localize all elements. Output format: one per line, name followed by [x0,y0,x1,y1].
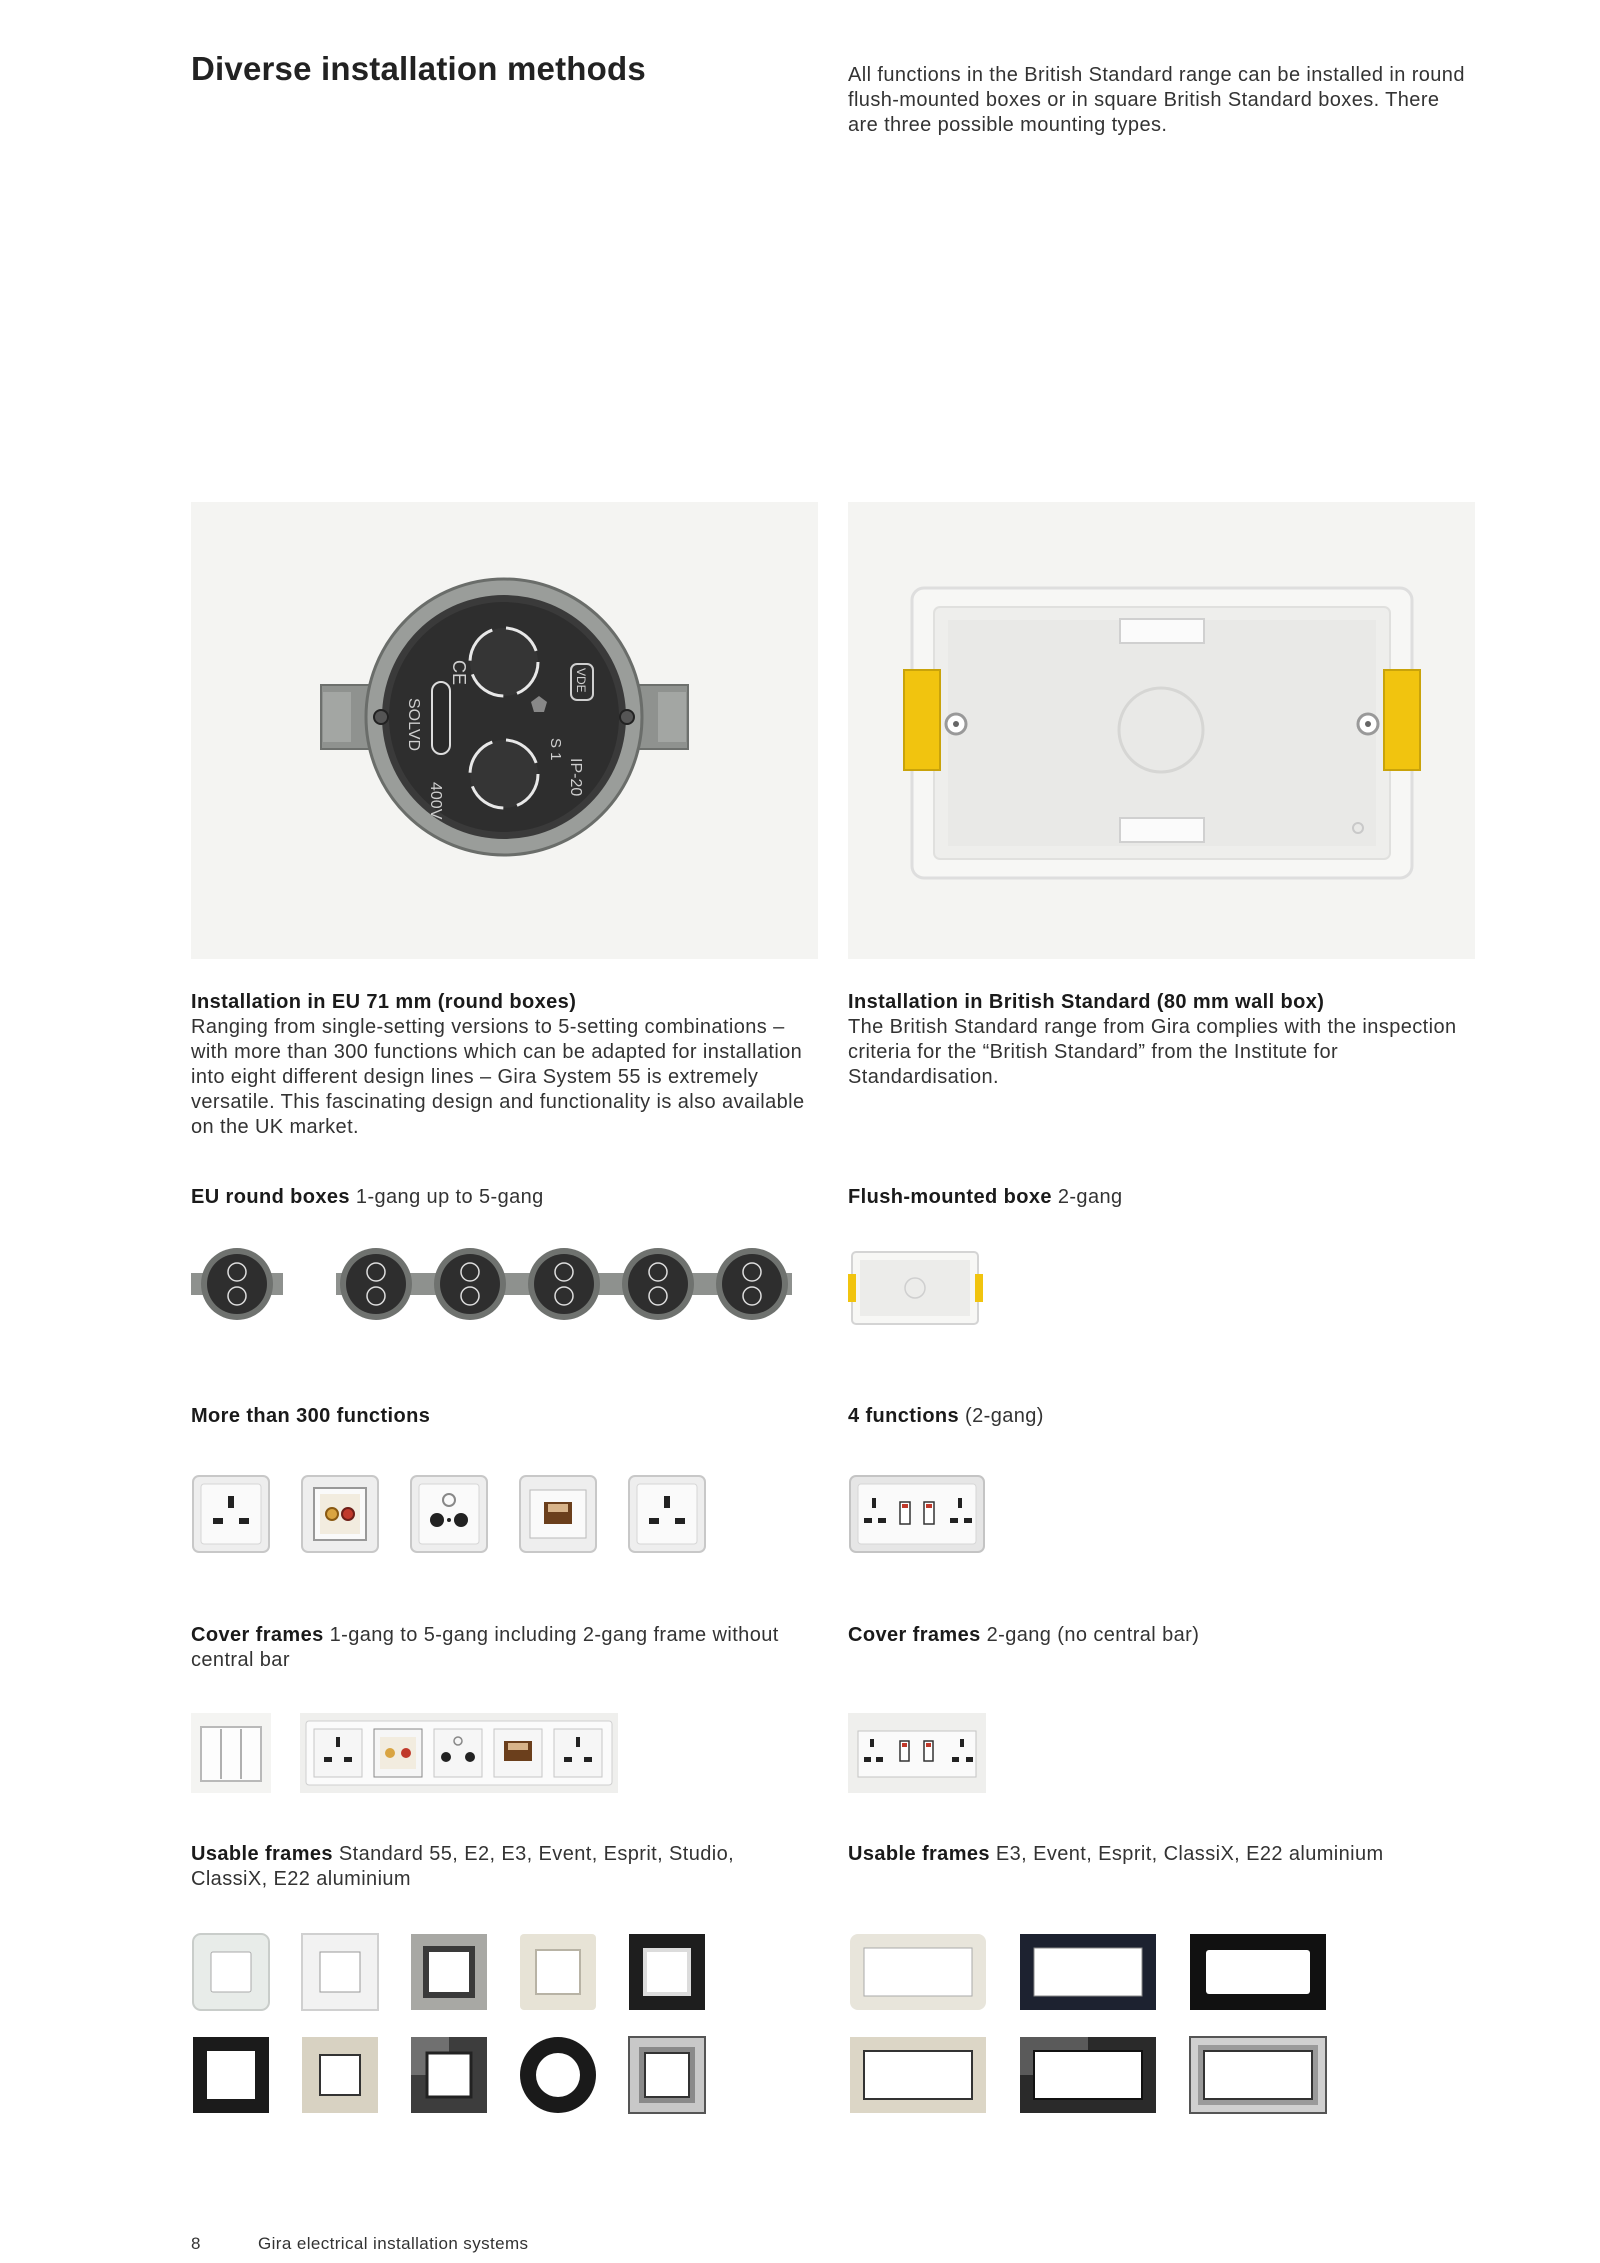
section-heading: Usable frames [848,1843,990,1865]
round-box-text-400v: 400V [427,782,444,820]
section-text: E3, Event, Esprit, ClassiX, E22 aluminium [995,1843,1384,1865]
bs-frame-dark-image [1018,2035,1158,2115]
section-heading: 4 functions [848,1405,960,1427]
section-flush-box [848,1185,1478,1210]
frame-standard-55-image [191,1932,271,2012]
double-socket-insert-image [848,1474,986,1554]
round-box-5-gang-image [336,1245,796,1325]
frame-studio-image [300,2035,380,2115]
bs-frame-classix-image [848,2035,988,2115]
section-usable-frames [191,1842,791,1892]
uk-socket-insert-image [191,1474,271,1554]
bs-cover-frame-image [848,1713,986,1793]
section-text: 1-gang to 5-gang including 2-gang frame without central bar [191,1624,779,1671]
frame-e2-image [300,1932,380,2012]
bs-frame-event-image [1018,1932,1158,2012]
audio-insert-image [300,1474,380,1554]
left-caption-body: Ranging from single-setting versions to 5-setting combinations – with more than 300 functions which can be adapted for installation into eight different design lines – Gira System 55 is extremely versatile. This fascinating design and functionality is also available on the UK market. [191,1016,805,1138]
frame-classix-image [627,2035,707,2115]
british-box-photo [848,502,1475,959]
section-text: (2-gang) [965,1405,1044,1427]
frame-esprit-glass-image [191,2035,271,2115]
section-text: 2-gang [1057,1186,1123,1208]
round-box-1-gang-image [191,1245,291,1325]
section-text: Standard 55, E2, E3, Event, Esprit, Studio, ClassiX, E22 aluminium [191,1843,735,1890]
triple-switch-frame-image [191,1713,271,1793]
frame-event-image [518,1932,598,2012]
section-heading: Cover frames [191,1624,324,1646]
frame-metal-image [409,2035,489,2115]
round-box-text-vde: VDE [574,668,588,693]
five-gang-frame-image [300,1713,618,1793]
section-functions [191,1404,821,1429]
uk-socket-insert-2-image [627,1474,707,1554]
frame-e3-image [409,1932,489,2012]
page-title: Diverse installation methods [191,50,646,87]
round-box-photo [191,502,818,959]
round-box-text-ip20: IP-20 [567,758,584,797]
round-box-text-solvd: SOLVD [405,698,422,752]
right-caption-body: The British Standard range from Gira complies with the inspection criteria for the “British Standard” from the Institute for Standardisation. [848,1016,1457,1088]
section-usable-frames-bs [848,1842,1478,1867]
frame-round-image [518,2035,598,2115]
round-box-text-s1: S 1 [547,738,564,761]
left-caption [191,990,821,1140]
footer-text: Gira electrical installation systems [258,2234,529,2253]
section-text: 1-gang up to 5-gang [355,1186,544,1208]
section-cover-frames [191,1623,791,1673]
round-box-text-ce: CE [449,660,469,686]
flush-box-2-gang-image [848,1248,983,1328]
section-cover-frames-bs [848,1623,1478,1648]
bs-frame-e3-image [848,1932,988,2012]
right-caption [848,990,1478,1090]
section-heading: Cover frames [848,1624,981,1646]
antenna-insert-image [409,1474,489,1554]
section-eu-round-boxes [191,1185,821,1210]
page-number: 8 [191,2234,201,2253]
section-heading: Flush-mounted boxe [848,1186,1052,1208]
left-caption-heading: Installation in EU 71 mm (round boxes) [191,991,577,1013]
section-heading: EU round boxes [191,1186,350,1208]
data-insert-image [518,1474,598,1554]
intro-paragraph: All functions in the British Standard range can be installed in round flush-mounted boxes or in square British Standard boxes. There are three possible mounting types. [848,64,1465,136]
section-heading: More than 300 functions [191,1405,431,1427]
section-text: 2-gang (no central bar) [986,1624,1200,1646]
frame-esprit-black-image [627,1932,707,2012]
bs-frame-chrome-image [1188,2035,1328,2115]
section-4-functions [848,1404,1478,1429]
section-heading: Usable frames [191,1843,333,1865]
bs-frame-esprit-image [1188,1932,1328,2012]
right-caption-heading: Installation in British Standard (80 mm wall box) [848,991,1325,1013]
